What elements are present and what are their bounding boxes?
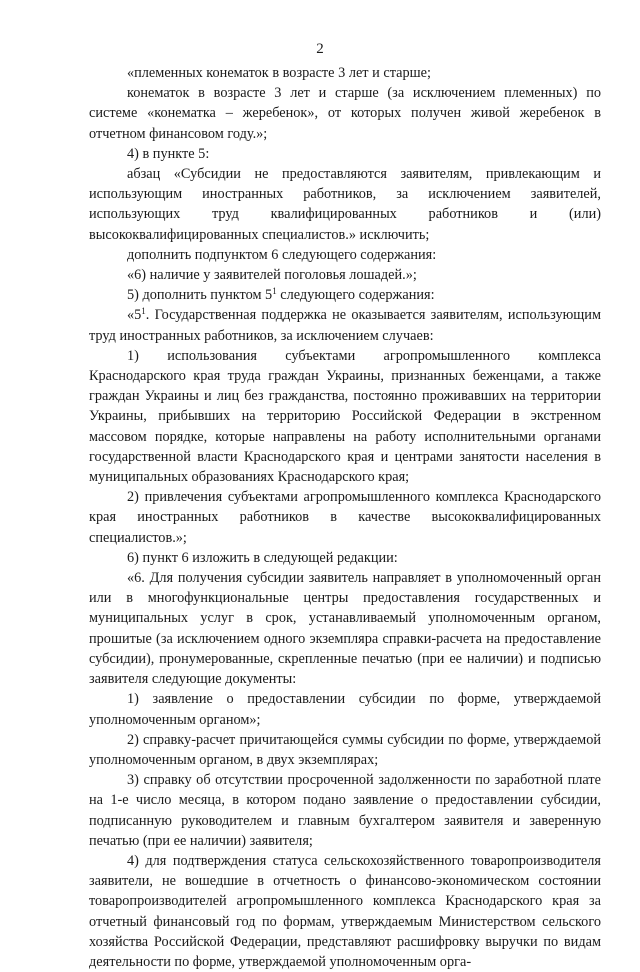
paragraph-ukraine-workers: 1) использования субъектами агропромышленного комплекса Краснодарского края труда граждан Украины, признанных беженцами, а также граждан Украины и лиц без гражданства, постоянно проживавших на территории Украины, прибывших на территорию Российской Федерации в экстренном массовом порядке, которые направлены на работу исполнительными органами государственной власти Краснодарского края и центрами занятости населения в муниципальных образованиях Краснодарского края; bbox=[89, 347, 601, 486]
paragraph-subsidy-application: «6. Для получения субсидии заявитель направляет в уполномоченный орган или в многофункциональные центры предоставления государственных и муниципальных услуг в срок, устанавливаемый уполномоченным органом, прошитые (за исключением одного экземпляра справки-расчета на предоставление субсидии), пронумерованные, скрепленные печатью (при ее наличии) и подписью заявителя следующие документы: bbox=[89, 570, 601, 688]
paragraph-doc-4: 4) для подтверждения статуса сельскохозяйственного товаропроизводителя заявители, не вошедшие в отчетность о финансово-экономическом состоянии товаропроизводителей агропромышленного комплекса Краснодарского края за отчетный финансовый год по формам, утверждаемым Министерством сельского хозяйства Российской Федерации, представляют расшифровку выручки по видам деятельности по форме, утверждаемой уполномоченным орга- bbox=[89, 852, 601, 970]
document-body bbox=[89, 63, 601, 972]
paragraph-breeding-mares: «племенных конематок в возрасте 3 лет и старше; bbox=[127, 65, 431, 81]
paragraph-subsidy-exclusion: абзац «Субсидии не предоставляются заявителям, привлекающим и использующим иностранных работников, за исключением заявителей, использующих труд квалифицированных работников и (или) высококвалифицированных специалистов.» исключить; bbox=[89, 166, 601, 243]
paragraph-doc-1: 1) заявление о предоставлении субсидии по форме, утверждаемой уполномоченным органом»; bbox=[89, 691, 601, 728]
paragraph-add-subitem-6: дополнить подпунктом 6 следующего содержания: bbox=[127, 246, 437, 263]
paragraph-high-skilled: 2) привлечения субъектами агропромышленного комплекса Краснодарского края иностранных работников в качестве высококвалифицированных специалистов.»; bbox=[89, 489, 601, 546]
paragraph-horse-livestock: «6) наличие у заявителей поголовья лошадей.»; bbox=[127, 267, 417, 284]
paragraph-state-support: «$5^1$. Государственная поддержка не оказывается заявителям, использующим труд иностранных работников, за исключением случаев: bbox=[89, 306, 601, 344]
superscript-one: 1 bbox=[141, 306, 146, 317]
paragraph-item-5-add: 5) дополнить пунктом $5^1$ следующего содержания: bbox=[127, 286, 435, 304]
paragraph-mares-foal-system: конематок в возрасте 3 лет и старше (за исключением племенных) по системе «конематка – жеребенок», от которых получен живой жеребенок в отчетном финансовом году.»; bbox=[89, 85, 601, 142]
paragraph-doc-3: 3) справку об отсутствии просроченной задолженности по заработной плате на 1-е число месяца, в котором подано заявление о предоставлении субсидии, подписанную руководителем и главным бухгалтером заявителя и заверенную печатью (при ее наличии) заявителя; bbox=[89, 772, 601, 849]
paragraph-doc-2: 2) справку-расчет причитающейся суммы субсидии по форме, утверждаемой уполномоченным органом, в двух экземплярах; bbox=[89, 731, 601, 768]
paragraph-item-4: 4) в пункте 5: bbox=[127, 145, 210, 162]
superscript-one: 1 bbox=[272, 286, 277, 297]
page-number: 2 bbox=[316, 41, 324, 57]
paragraph-item-6: 6) пункт 6 изложить в следующей редакции: bbox=[127, 549, 398, 566]
